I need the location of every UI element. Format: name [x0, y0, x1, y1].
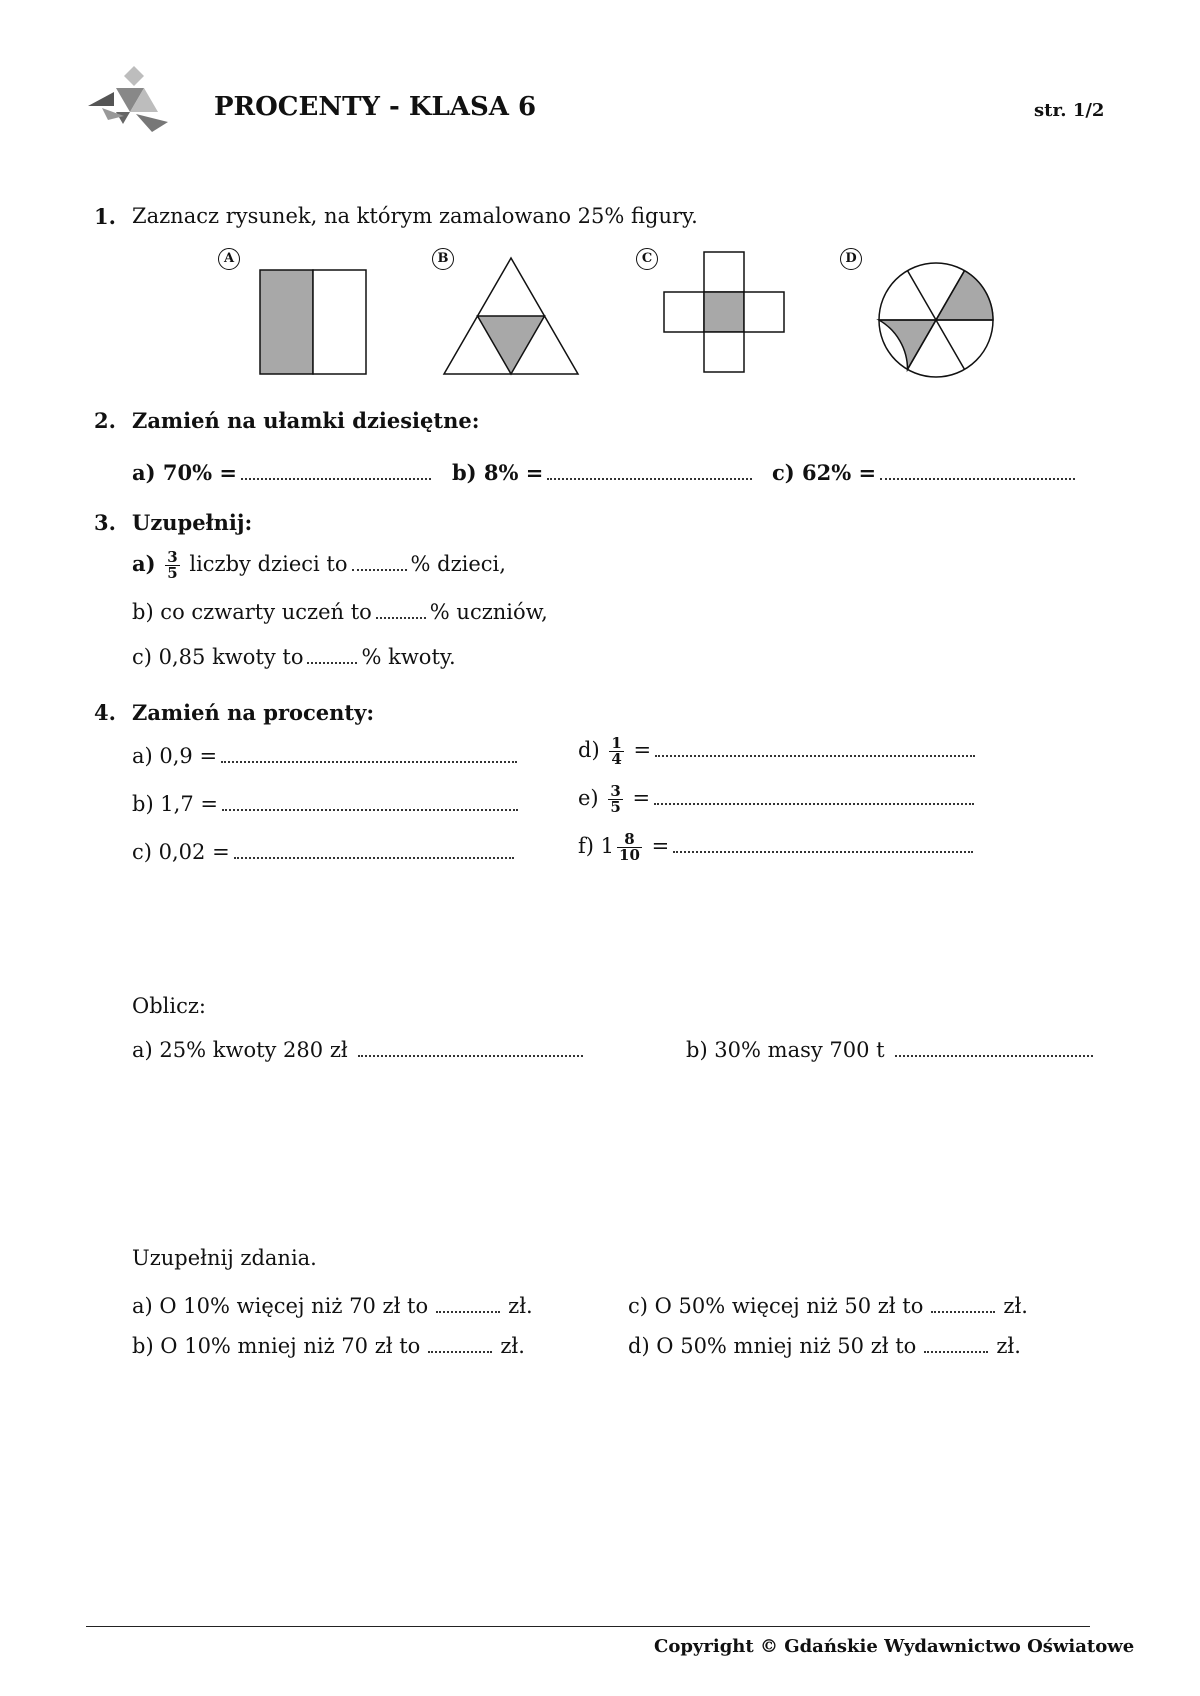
task5-a-blank[interactable]	[358, 1054, 583, 1057]
task4-number: 4.	[94, 700, 116, 725]
task4-a-blank[interactable]	[221, 760, 517, 763]
task2-a: a) 70% =	[132, 460, 435, 485]
task3-a: a) $\frac{3}{5}$ liczby dzieci to % dzieci,	[132, 548, 506, 582]
figure-c-cross[interactable]	[662, 250, 788, 376]
task2-c: c) 62% =	[772, 460, 1079, 485]
figure-b-triangle[interactable]	[442, 256, 580, 376]
task2-a-blank[interactable]	[241, 477, 431, 480]
task2-c-blank[interactable]	[880, 477, 1075, 480]
option-d-marker[interactable]: D	[840, 248, 862, 270]
fraction-1-4: $\frac{1}{4}$	[611, 734, 622, 768]
page-number: str. 1/2	[1034, 100, 1105, 121]
task4-a: a) 0,9 =	[132, 744, 521, 768]
task4-b: b) 1,7 =	[132, 792, 522, 816]
option-a-marker[interactable]: A	[218, 248, 240, 270]
task4-d-blank[interactable]	[655, 754, 975, 757]
task3-b: b) co czwarty uczeń to % uczniów,	[132, 600, 548, 624]
task6-a: a) O 10% więcej niż 70 zł to zł.	[132, 1294, 533, 1318]
task6-c-blank[interactable]	[931, 1310, 995, 1313]
task2-b-blank[interactable]	[547, 477, 752, 480]
task4-c-blank[interactable]	[234, 856, 514, 859]
figure-d-circle[interactable]	[876, 260, 996, 380]
task3-c: c) 0,85 kwoty to % kwoty.	[132, 645, 456, 669]
task4-b-blank[interactable]	[222, 808, 518, 811]
page-title: PROCENTY - KLASA 6	[214, 92, 537, 122]
task5-b: b) 30% masy 700 t	[686, 1038, 1097, 1062]
task4-text: Zamień na procenty:	[132, 700, 375, 725]
option-b-marker[interactable]: B	[432, 248, 454, 270]
task4-e: e) $\frac{3}{5}$ =	[578, 784, 978, 815]
task4-c: c) 0,02 =	[132, 840, 518, 864]
task6-d: d) O 50% mniej niż 50 zł to zł.	[628, 1334, 1021, 1358]
task3-c-blank[interactable]	[307, 661, 357, 664]
task6-b-blank[interactable]	[428, 1350, 492, 1353]
task4-d: d) $\frac{1}{4}$ =	[578, 736, 979, 767]
task2-number: 2.	[94, 408, 116, 433]
publisher-logo	[88, 66, 172, 136]
task4-f-blank[interactable]	[673, 850, 973, 853]
task6-b: b) O 10% mniej niż 70 zł to zł.	[132, 1334, 525, 1358]
task6-d-blank[interactable]	[924, 1350, 988, 1353]
task6-text: Uzupełnij zdania.	[132, 1246, 317, 1270]
footer-copyright: Copyright © Gdańskie Wydawnictwo Oświatowe	[654, 1636, 1135, 1657]
fraction-1-8-10: $\frac{8}{10}$	[619, 830, 640, 864]
task1-text: Zaznacz rysunek, na którym zamalowano 25% figury.	[132, 204, 698, 228]
task5-text: Oblicz:	[132, 994, 206, 1018]
task3-b-blank[interactable]	[376, 616, 426, 619]
task2-text: Zamień na ułamki dziesiętne:	[132, 408, 480, 433]
task4-e-blank[interactable]	[654, 802, 974, 805]
fraction-3-5: $\frac{3}{5}$	[167, 548, 178, 582]
fraction-3-5-b: $\frac{3}{5}$	[610, 782, 621, 816]
task5-a: a) 25% kwoty 280 zł	[132, 1038, 587, 1062]
footer-rule	[86, 1626, 1090, 1627]
option-c-marker[interactable]: C	[636, 248, 658, 270]
task3-a-blank[interactable]	[352, 568, 407, 571]
task5-b-blank[interactable]	[895, 1054, 1093, 1057]
task3-text: Uzupełnij:	[132, 510, 253, 535]
task6-a-blank[interactable]	[436, 1310, 500, 1313]
task2-b: b) 8% =	[452, 460, 756, 485]
task1-number: 1.	[94, 204, 116, 229]
task4-f: f) 1 $\frac{8}{10}$ =	[578, 832, 977, 863]
figure-a-rectangle[interactable]	[258, 268, 368, 376]
task3-number: 3.	[94, 510, 116, 535]
task6-c: c) O 50% więcej niż 50 zł to zł.	[628, 1294, 1028, 1318]
